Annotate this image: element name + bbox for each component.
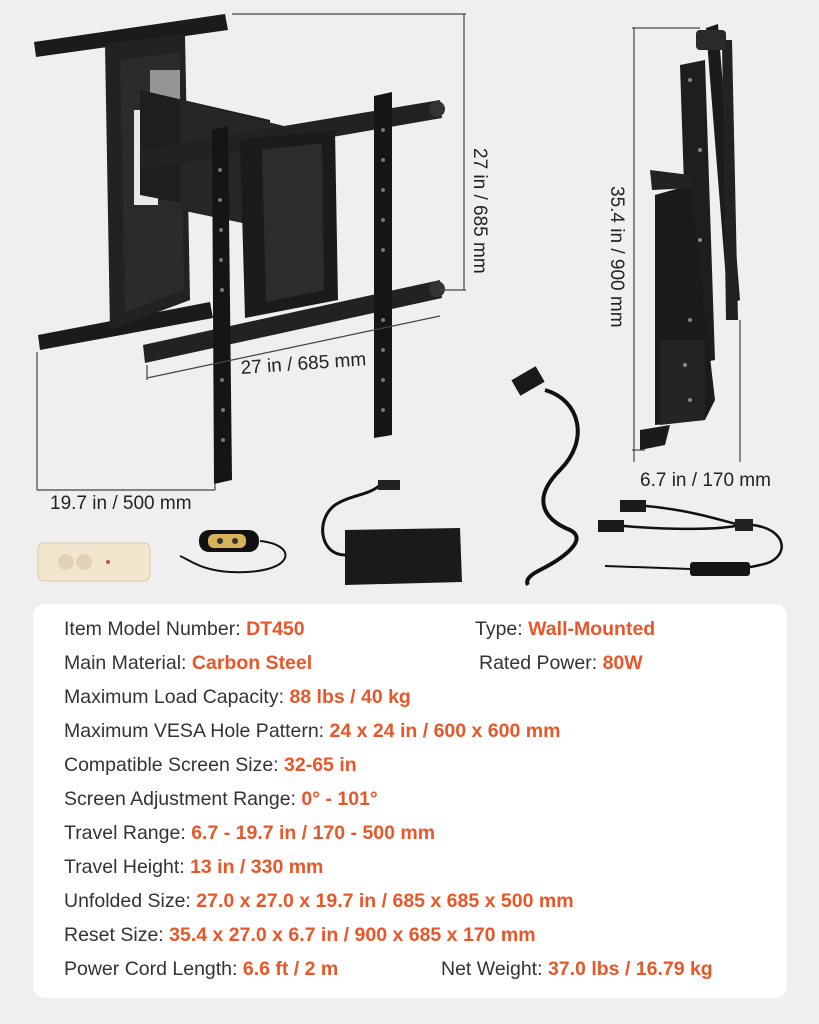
spec-label: Main Material: [64,652,187,674]
spec-value: 35.4 x 27.0 x 6.7 in / 900 x 685 x 170 mm [169,924,536,946]
power-adapter [323,480,462,585]
spec-value: 80W [602,652,643,674]
front-view-mount [34,14,445,484]
height-front-label: 27 in / 685 mm [469,148,490,274]
y-splitter-cable [598,500,782,576]
spec-travel-range [64,822,435,845]
side-view-mount [640,24,740,450]
spec-label: Screen Adjustment Range: [64,788,296,810]
spec-value: DT450 [246,618,305,640]
spec-label: Type: [475,618,523,640]
spec-value: 13 in / 330 mm [190,856,324,878]
spec-label: Rated Power: [479,652,598,674]
spec-screen-size [64,754,357,777]
spec-value: 88 lbs / 40 kg [289,686,411,708]
spec-label: Compatible Screen Size: [64,754,279,776]
spec-travel-height [64,856,323,879]
spec-value: Carbon Steel [191,652,313,674]
spec-label: Net Weight: [441,958,543,980]
depth-front-label: 19.7 in / 500 mm [50,493,192,514]
spec-label: Reset Size: [64,924,164,946]
spec-label: Maximum Load Capacity: [64,686,285,708]
spec-value: 24 x 24 in / 600 x 600 mm [329,720,561,742]
spec-label: Item Model Number: [64,618,241,640]
depth-side-label: 6.7 in / 170 mm [640,470,771,491]
spec-material [64,652,312,675]
spec-type [475,618,655,641]
spec-value: Wall-Mounted [528,618,656,640]
spec-card [33,604,787,998]
power-cord [511,366,577,585]
spec-value: 0° - 101° [301,788,378,810]
spec-label: Power Cord Length: [64,958,238,980]
spec-net-weight [441,958,713,981]
spec-value: 6.6 ft / 2 m [242,958,339,980]
spec-value: 27.0 x 27.0 x 19.7 in / 685 x 685 x 500 mm [196,890,574,912]
spec-label: Unfolded Size: [64,890,191,912]
spec-model [64,618,305,641]
spec-value: 32-65 in [284,754,357,776]
spec-adjust-range [64,788,378,811]
width-front-label: 27 in / 685 mm [240,349,367,379]
spec-vesa [64,720,560,743]
spec-value: 37.0 lbs / 16.79 kg [547,958,713,980]
spec-load [64,686,411,709]
spec-label: Travel Range: [64,822,186,844]
spec-label: Maximum VESA Hole Pattern: [64,720,325,742]
spec-label: Travel Height: [64,856,185,878]
spec-cord-length [64,958,338,981]
spec-power [479,652,643,675]
remote-control [38,543,150,581]
height-side-label: 35.4 in / 900 mm [606,186,627,328]
hand-controller [180,530,285,572]
spec-reset-size [64,924,536,947]
spec-value: 6.7 - 19.7 in / 170 - 500 mm [191,822,436,844]
spec-unfolded-size [64,890,574,913]
